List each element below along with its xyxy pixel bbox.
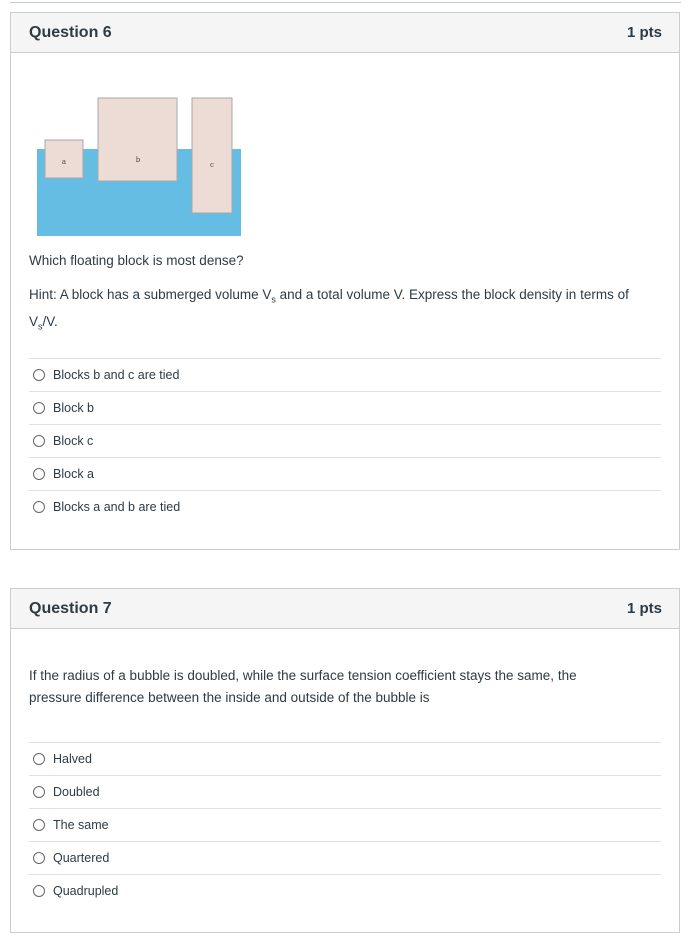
floating-blocks-figure [37, 95, 243, 237]
question-6-header [11, 13, 679, 53]
answer-option[interactable]: Blocks a and b are tied [29, 490, 661, 523]
radio-button[interactable] [33, 786, 45, 798]
block-b [98, 98, 177, 181]
question-6-answers [29, 358, 661, 523]
answer-option[interactable]: Block b [29, 391, 661, 424]
question-7-title: Question 7 [29, 599, 112, 617]
question-7-points: 1 pts [626, 600, 662, 617]
question-7-header [11, 589, 679, 629]
answer-option[interactable]: The same [29, 808, 661, 841]
radio-button[interactable] [33, 468, 45, 480]
block-c [192, 98, 232, 213]
answer-option[interactable]: Doubled [29, 775, 661, 808]
question-6-points: 1 pts [626, 24, 662, 41]
radio-button[interactable] [33, 753, 45, 765]
question-7-answers [29, 742, 661, 907]
answer-option[interactable]: Halved [29, 742, 661, 775]
question-7-prompt-line1: If the radius of a bubble is doubled, while the surface tension coefficient stays the same, the [29, 668, 577, 683]
answer-option[interactable]: Blocks b and c are tied [29, 358, 661, 391]
answer-option[interactable]: Block c [29, 424, 661, 457]
block-a-label: a [61, 158, 67, 166]
block-b-label: b [135, 156, 141, 164]
radio-button[interactable] [33, 369, 45, 381]
question-6-prompt: Which floating block is most dense? [29, 253, 244, 268]
block-c-label: c [210, 161, 214, 169]
radio-button[interactable] [33, 501, 45, 513]
question-7-card [10, 588, 680, 933]
question-6-card [10, 12, 680, 550]
question-6-hint: Hint: A block has a submerged volume $V_s$ and a total volume V. Express the block density in terms of $V_s/V$. [29, 287, 629, 332]
question-7-prompt-line2: pressure difference between the inside and outside of the bubble is [29, 690, 430, 705]
radio-button[interactable] [33, 819, 45, 831]
answer-option[interactable]: Quartered [29, 841, 661, 874]
radio-button[interactable] [33, 885, 45, 897]
answer-option[interactable]: Quadrupled [29, 874, 661, 907]
answer-option[interactable]: Block a [29, 457, 661, 490]
radio-button[interactable] [33, 852, 45, 864]
radio-button[interactable] [33, 435, 45, 447]
page-top-divider [10, 2, 681, 3]
question-6-title: Question 6 [29, 23, 112, 41]
radio-button[interactable] [33, 402, 45, 414]
